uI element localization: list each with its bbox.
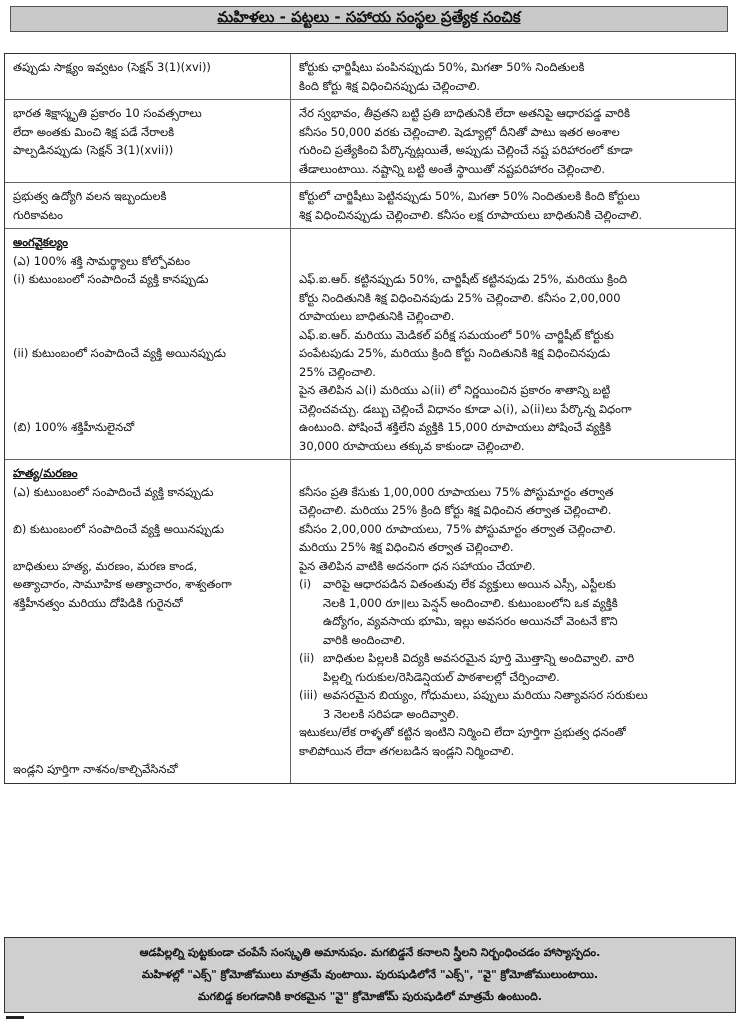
table-row — [5, 100, 735, 183]
compensation-cell — [291, 100, 735, 182]
relief-number: (i) — [299, 577, 312, 591]
footer-note — [4, 937, 736, 1013]
cell-line: చెల్లించాలి. మరియు 25% క్రింది కోర్టు శిక్ష విధించిన తర్వాత చెల్లించాలి. — [299, 503, 612, 517]
offence-cell — [5, 100, 291, 182]
compensation-table — [4, 53, 736, 784]
cell-line: కోర్టుకు ఛార్జిషీటు పంపినప్పుడు 50%, మిగతా 50% నిందితులకి — [299, 60, 585, 74]
cell-line: ఉద్యోగం, వ్యవసాయ భూమి, ఇల్లు అవసరం అయినచో వెంటనే కొని — [323, 614, 618, 628]
cell-line: గురికావటం — [13, 207, 64, 222]
footer-line: మగబిడ్డ కలగడానికి కారకమైన "వై" క్రోమోజోమ్ పురుషుడిలో మాత్రమే ఉంటుంది. — [198, 990, 542, 1003]
disability-section — [5, 229, 735, 460]
cell-line: పైన తెలిపిన వాటికి అదనంగా ధన సహాయం చేయాలి. — [299, 558, 536, 573]
cell-line: (ఎ) కుటుంబంలో సంపాదించే వ్యక్తి కానప్పుడు — [13, 484, 214, 499]
compensation-cell — [291, 229, 735, 459]
cell-line: ఇండ్లని పూర్తిగా నాశనం/కాల్చివేసినచో — [13, 762, 178, 776]
relief-item — [299, 575, 729, 649]
table-row — [5, 183, 735, 229]
cell-line: కోర్టు నిందితునికి శిక్ష విధించినపుడు 25% చెల్లించాలి. కనీసం 2,00,000 — [299, 290, 621, 305]
cell-line: శిక్ష విధించినప్పుడు చెల్లించాలి. కనీసం లక్ష రూపాయలు బాధితునికి చెల్లించాలి. — [299, 207, 643, 222]
offence-cell — [5, 229, 291, 459]
relief-number: (ii) — [299, 651, 315, 665]
relief-item — [299, 649, 729, 686]
page-header — [10, 6, 728, 32]
footer-line: ఆడపిల్లల్ని పుట్టకుండా చంపేసే సంస్కృతి అమానుషం. మగబిడ్డనే కనాలని స్త్రీలని నిర్బంధించడం హాస్యాస్పదం. — [139, 946, 601, 959]
compensation-cell — [291, 54, 735, 99]
sub-heading: (ఎ) 100% శక్తి సామర్థ్యాలు కోల్పోవటం — [13, 253, 191, 268]
page-title: మహిళలు - పట్టలు - సహాయ సంస్థల ప్రత్యేక సంచిక — [217, 8, 521, 26]
cell-line: పంపేటపుడు 25%, మరియు క్రింది కోర్టు నిందితునికి శిక్ష విధించినపుడు — [299, 346, 611, 360]
cell-line: బాధితులు హత్య, మరణం, మరణ కాండ, — [13, 558, 198, 573]
cell-line: బి) కుటుంబంలో సంపాదించే వ్యక్తి అయినప్పుడు — [13, 521, 225, 536]
cell-line: కనీసం 2,00,000 రూపాయలు, 75% పోస్టుమార్టం తర్వాత చెల్లించాలి. — [299, 521, 617, 536]
offence-cell — [5, 460, 291, 783]
cell-line: కాలిపోయిన లేదా తగలబడిన ఇండ్లని నిర్మించాలి. — [299, 743, 515, 758]
relief-number: (iii) — [299, 688, 318, 702]
cell-line: ఉంటుంది. పోషించే శక్తిలేని వ్యక్తికి 15,000 రూపాయలు పోషించే వ్యక్తికి — [299, 420, 612, 434]
cell-line: తేడాలుంటాయి. నష్టాన్ని బట్టి అంతే స్థాయితో నష్టపరిహారం చెల్లించాలి. — [299, 161, 605, 176]
death-section — [5, 460, 735, 783]
cell-line: లేదా అంతకు మించి శిక్ష పడే నేరాలకి — [13, 124, 175, 139]
cell-line: రూపాయలు బాధితునికి చెల్లించాలి. — [299, 309, 455, 323]
cell-line: 30,000 రూపాయలు తక్కువ కాకుండా చెల్లించాలి. — [299, 438, 525, 453]
section-heading: హత్య/మరణం — [13, 466, 78, 480]
cell-line: పిల్లల్ని గురుకుల/రెసిడెన్షియల్ పాఠశాలల్లో చేర్పించాలి. — [323, 669, 560, 684]
cell-line: గురించి ప్రత్యేకించి పేర్కొన్నట్లయితే, అప్పుడు చెల్లించే నష్ట పరిహారంలో కూడా — [299, 143, 633, 157]
cell-line: (i) కుటుంబంలో సంపాదించే వ్యక్తి కానప్పుడు — [13, 272, 209, 286]
cell-line: కోర్టులో చార్జిషీటు పెట్టినప్పుడు 50%, మిగతా 50% నిందితులకి కింది కోర్టులు — [299, 189, 640, 203]
cell-line: నెలకి 1,000 రూ॥లు పెన్షన్ అందించాలి. కుటుంబంలోని ఒక వ్యక్తికి — [323, 595, 618, 610]
cell-line: వారికి అందించాలి. — [323, 632, 406, 647]
compensation-cell — [291, 460, 735, 783]
cell-line: పాల్పడినప్పుడు (సెక్షన్ 3(1)(xvii)) — [13, 143, 174, 157]
cell-line: ప్రభుత్వ ఉద్యోగి వలన ఇబ్బందులకి — [13, 189, 167, 203]
cell-line: కనీసం ప్రతి కేసుకు 1,00,000 రూపాయలు 75% పోస్టుమార్టం తర్వాత — [299, 484, 614, 499]
cell-line: కనీసం 50,000 వరకు చెల్లించాలి. షెడ్యూల్లో దీనితో పాటు ఇతర అంశాల — [299, 124, 620, 139]
cell-line: (బి) 100% శక్తిహీనులైనచో — [13, 420, 135, 434]
section-heading: అంగవైకల్యం — [13, 235, 68, 249]
cell-line: భారత శిక్షాస్మృతి ప్రకారం 10 సంవత్సరాలు — [13, 106, 202, 120]
cell-line: 3 నెలలకి సరిపడా అందివ్వాలి. — [323, 706, 460, 721]
cell-line: మరియు 25% శిక్ష విధించిన తర్వాత చెల్లించాలి. — [299, 540, 514, 554]
cell-line: అత్యాచారం, సామూహిక అత్యాచారం, శాశ్వతంగా — [13, 577, 232, 591]
cell-line: అవసరమైన బియ్యం, గోధుమలు, పప్పులు మరియు నిత్యావసర సరుకులు — [323, 688, 648, 702]
cell-line: పైన తెలిపిన ఎ(i) మరియు ఎ(ii) లో నిర్ణయించిన ప్రకారం శాతాన్ని బట్టి — [299, 383, 611, 397]
cell-line: చెల్లించవచ్చు. డబ్బు చెల్లించే విధానం కూడా ఎ(i), ఎ(ii)లు పేర్కొన్న విధంగా — [299, 401, 632, 416]
cell-line: 25% చెల్లించాలి. — [299, 364, 376, 379]
page-mark — [6, 1016, 24, 1019]
cell-line: (ii) కుటుంబంలో సంపాదించే వ్యక్తి అయినప్పుడు — [13, 346, 227, 360]
cell-line: ఇటుకలు/లేక రాళ్ళతో కట్టిన ఇంటిని నిర్మించి లేదా పూర్తిగా ప్రభుత్వ ధనంతో — [299, 725, 626, 739]
cell-line: కింది కోర్టు శిక్ష విధించినప్పుడు చెల్లించాలి. — [299, 78, 481, 93]
cell-line: ఎఫ్.ఐ.ఆర్. కట్టినప్పుడు 50%, చార్జిషీట్ కట్టినపుడు 25%, మరియు క్రింది — [299, 272, 628, 286]
cell-line: తప్పుడు సాక్ష్యం ఇవ్వటం (సెక్షన్ 3(1)(xvi)) — [13, 60, 211, 74]
relief-item — [299, 686, 729, 723]
offence-cell — [5, 183, 291, 228]
cell-line: బాధితుల పిల్లలకి విద్యకి అవసరమైన పూర్తి మొత్తాన్ని అందివ్వాలి. వారి — [323, 651, 635, 665]
table-row — [5, 54, 735, 100]
footer-line: మహిళల్లో "ఎక్స్" క్రోమోజోములు మాత్రమే వుంటాయి. పురుషుడిలోనే "ఎక్స్", "వై" క్రోమోజోములుంటాయి. — [141, 968, 599, 981]
cell-line: వారిపై ఆధారపడిన వితంతువు లేక వ్యక్తులు అయిన ఎస్సీ, ఎస్టీలకు — [323, 577, 616, 591]
cell-line: నేర స్వభావం, తీవ్రతని బట్టి ప్రతి బాధితునికి లేదా అతనిపై ఆధారపడ్డ వారికి — [299, 106, 630, 120]
compensation-cell — [291, 183, 735, 228]
cell-line: శక్తిహీనత్వం మరియు దోపిడికి గురైనచో — [13, 595, 183, 610]
offence-cell — [5, 54, 291, 99]
cell-line: ఎఫ్.ఐ.ఆర్. మరియు మెడికల్ పరీక్ష సమయంలో 50% చార్జిషీట్ కోర్టుకు — [299, 327, 614, 342]
